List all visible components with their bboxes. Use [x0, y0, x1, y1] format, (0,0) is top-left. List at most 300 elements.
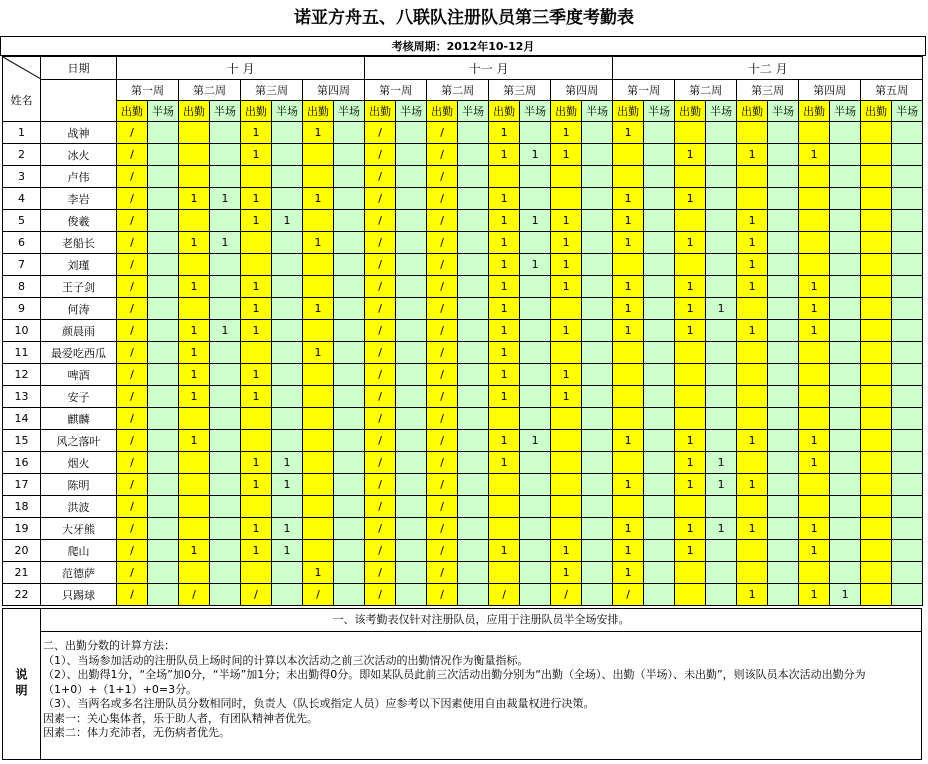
- half-cell: [148, 496, 179, 518]
- half-cell: [644, 122, 675, 144]
- half-cell: [892, 122, 923, 144]
- notes-line: （3）、当两名或多名注册队员分数相同时，负责人（队长或指定人员）应参考以下因素使用自由裁量权进行决策。: [43, 697, 595, 710]
- attend-cell: [303, 276, 334, 298]
- half-cell: [582, 342, 613, 364]
- half-cell: [458, 496, 489, 518]
- attend-cell: [551, 452, 582, 474]
- attend-cell: [861, 122, 892, 144]
- attend-cell: /: [365, 254, 396, 276]
- half-cell: [644, 584, 675, 606]
- attend-cell: 1: [799, 276, 830, 298]
- half-cell: [768, 386, 799, 408]
- attend-cell: [489, 474, 520, 496]
- attend-cell: [303, 320, 334, 342]
- attend-cell: [737, 342, 768, 364]
- half-cell: [396, 386, 427, 408]
- half-cell: [334, 166, 365, 188]
- attend-cell: [799, 166, 830, 188]
- attend-cell: /: [365, 496, 396, 518]
- half-cell: [582, 474, 613, 496]
- row-number: 22: [3, 584, 41, 606]
- table-row: [3, 188, 923, 210]
- attend-cell: [737, 408, 768, 430]
- half-cell: [582, 232, 613, 254]
- attend-cell: 1: [799, 584, 830, 606]
- attend-cell: [241, 166, 272, 188]
- half-header: 半场: [706, 101, 737, 122]
- half-cell: [272, 144, 303, 166]
- half-cell: [210, 166, 241, 188]
- attend-cell: 1: [489, 342, 520, 364]
- half-cell: [148, 364, 179, 386]
- half-cell: [892, 496, 923, 518]
- half-cell: [768, 254, 799, 276]
- attend-cell: [737, 452, 768, 474]
- attend-cell: /: [241, 584, 272, 606]
- notes-section: [2, 608, 922, 760]
- half-cell: [396, 298, 427, 320]
- half-cell: [334, 562, 365, 584]
- attend-cell: [241, 342, 272, 364]
- attend-cell: 1: [737, 232, 768, 254]
- row-number: 2: [3, 144, 41, 166]
- row-number: 8: [3, 276, 41, 298]
- half-cell: [644, 232, 675, 254]
- half-cell: [830, 276, 861, 298]
- attend-cell: /: [365, 232, 396, 254]
- half-cell: [148, 562, 179, 584]
- attend-cell: 1: [675, 144, 706, 166]
- half-cell: [458, 474, 489, 496]
- attend-cell: [737, 122, 768, 144]
- half-cell: [582, 540, 613, 562]
- half-header: 半场: [768, 101, 799, 122]
- half-cell: [768, 232, 799, 254]
- attend-cell: [613, 144, 644, 166]
- half-cell: [582, 122, 613, 144]
- half-cell: [644, 518, 675, 540]
- attend-cell: /: [117, 320, 148, 342]
- attend-header: 出勤: [613, 101, 644, 122]
- half-cell: [396, 122, 427, 144]
- half-cell: [706, 254, 737, 276]
- attend-cell: 1: [737, 320, 768, 342]
- notes-line: 因素二：体力充沛者，无伤病者优先。: [43, 726, 230, 739]
- attend-cell: 1: [489, 122, 520, 144]
- attend-cell: [861, 430, 892, 452]
- half-cell: [148, 408, 179, 430]
- member-name: 刘瑾: [41, 254, 117, 276]
- half-header: 半场: [520, 101, 551, 122]
- attend-cell: [675, 562, 706, 584]
- half-cell: [210, 474, 241, 496]
- member-name: 李岩: [41, 188, 117, 210]
- table-row: [3, 584, 923, 606]
- attend-cell: /: [489, 584, 520, 606]
- attend-cell: 1: [489, 364, 520, 386]
- half-header: 半场: [334, 101, 365, 122]
- attend-cell: [799, 386, 830, 408]
- half-cell: [520, 342, 551, 364]
- attend-cell: 1: [303, 298, 334, 320]
- attend-cell: /: [427, 122, 458, 144]
- attend-cell: [489, 496, 520, 518]
- attend-cell: [675, 386, 706, 408]
- attend-header: 出勤: [675, 101, 706, 122]
- half-cell: 1: [272, 518, 303, 540]
- half-cell: [148, 276, 179, 298]
- half-cell: [148, 386, 179, 408]
- half-cell: [830, 144, 861, 166]
- attend-cell: /: [427, 254, 458, 276]
- attend-cell: 1: [613, 540, 644, 562]
- attend-cell: /: [613, 584, 644, 606]
- row-number: 3: [3, 166, 41, 188]
- half-cell: [768, 298, 799, 320]
- attend-cell: 1: [613, 562, 644, 584]
- half-cell: [272, 122, 303, 144]
- attend-cell: 1: [613, 188, 644, 210]
- half-cell: [830, 320, 861, 342]
- half-cell: [396, 408, 427, 430]
- attend-cell: [861, 364, 892, 386]
- half-cell: [582, 144, 613, 166]
- half-cell: [148, 232, 179, 254]
- half-cell: [892, 540, 923, 562]
- month-header-row: [3, 57, 923, 80]
- attend-cell: [799, 408, 830, 430]
- half-cell: [706, 430, 737, 452]
- attend-cell: [799, 474, 830, 496]
- half-cell: 1: [520, 210, 551, 232]
- half-cell: [520, 386, 551, 408]
- attend-cell: /: [117, 540, 148, 562]
- table-row: [3, 342, 923, 364]
- half-cell: [520, 496, 551, 518]
- half-cell: [644, 452, 675, 474]
- attend-cell: 1: [179, 276, 210, 298]
- half-cell: [396, 496, 427, 518]
- member-name: 烟火: [41, 452, 117, 474]
- half-cell: [148, 122, 179, 144]
- half-cell: [272, 254, 303, 276]
- table-row: [3, 518, 923, 540]
- half-cell: [706, 342, 737, 364]
- attend-cell: [551, 298, 582, 320]
- attend-header: 出勤: [427, 101, 458, 122]
- half-cell: [396, 584, 427, 606]
- attend-cell: 1: [489, 144, 520, 166]
- half-cell: [272, 430, 303, 452]
- notes-line: 二、出勤分数的计算方法：: [43, 639, 175, 652]
- half-cell: [272, 386, 303, 408]
- half-cell: [830, 232, 861, 254]
- half-cell: [768, 408, 799, 430]
- half-cell: [830, 452, 861, 474]
- half-cell: [272, 298, 303, 320]
- status-header-row: [3, 101, 923, 122]
- half-cell: [334, 452, 365, 474]
- half-cell: 1: [520, 430, 551, 452]
- half-header: 半场: [210, 101, 241, 122]
- half-cell: [210, 496, 241, 518]
- attend-cell: 1: [241, 320, 272, 342]
- attend-cell: [303, 430, 334, 452]
- half-cell: [272, 232, 303, 254]
- attend-cell: [303, 474, 334, 496]
- half-cell: [706, 584, 737, 606]
- attend-cell: /: [427, 298, 458, 320]
- half-cell: [334, 364, 365, 386]
- attend-cell: 1: [179, 320, 210, 342]
- member-name: 战神: [41, 122, 117, 144]
- attend-cell: 1: [613, 474, 644, 496]
- attend-cell: [179, 496, 210, 518]
- half-cell: [768, 540, 799, 562]
- attend-cell: [861, 210, 892, 232]
- half-cell: [768, 452, 799, 474]
- member-name: 俊羲: [41, 210, 117, 232]
- attend-cell: /: [117, 166, 148, 188]
- week-header: 第三周: [489, 80, 551, 101]
- row-number: 4: [3, 188, 41, 210]
- attend-cell: /: [365, 540, 396, 562]
- attend-cell: 1: [179, 430, 210, 452]
- half-header: 半场: [892, 101, 923, 122]
- half-cell: [520, 232, 551, 254]
- row-number: 5: [3, 210, 41, 232]
- attend-cell: 1: [489, 232, 520, 254]
- half-cell: [892, 408, 923, 430]
- attend-cell: 1: [303, 188, 334, 210]
- row-number: 19: [3, 518, 41, 540]
- attend-cell: 1: [799, 144, 830, 166]
- half-cell: [830, 364, 861, 386]
- attend-cell: /: [179, 584, 210, 606]
- attend-cell: [303, 254, 334, 276]
- half-cell: [458, 386, 489, 408]
- attend-cell: [861, 584, 892, 606]
- half-cell: [396, 188, 427, 210]
- half-cell: [520, 562, 551, 584]
- half-cell: [210, 276, 241, 298]
- attend-cell: [303, 144, 334, 166]
- attend-cell: 1: [737, 518, 768, 540]
- table-row: [3, 254, 923, 276]
- week-header: 第一周: [365, 80, 427, 101]
- half-cell: [706, 122, 737, 144]
- attend-cell: 1: [241, 188, 272, 210]
- attend-cell: [179, 210, 210, 232]
- attend-cell: [303, 364, 334, 386]
- half-cell: [148, 298, 179, 320]
- half-cell: [768, 430, 799, 452]
- attend-cell: 1: [179, 364, 210, 386]
- attend-cell: [737, 364, 768, 386]
- half-cell: [830, 188, 861, 210]
- attend-cell: 1: [489, 430, 520, 452]
- attend-cell: 1: [489, 254, 520, 276]
- date-label: 日期: [41, 57, 117, 80]
- half-cell: [210, 364, 241, 386]
- attend-cell: [737, 496, 768, 518]
- attend-cell: [675, 122, 706, 144]
- half-cell: [644, 144, 675, 166]
- attend-cell: 1: [737, 474, 768, 496]
- half-cell: [892, 210, 923, 232]
- half-cell: [582, 518, 613, 540]
- attend-cell: [179, 298, 210, 320]
- attend-cell: [737, 386, 768, 408]
- attend-cell: 1: [737, 210, 768, 232]
- half-cell: [334, 276, 365, 298]
- attend-cell: /: [427, 584, 458, 606]
- half-cell: [458, 144, 489, 166]
- attend-cell: /: [117, 276, 148, 298]
- attend-cell: 1: [675, 232, 706, 254]
- attend-cell: [179, 254, 210, 276]
- attend-cell: [613, 254, 644, 276]
- attend-cell: [799, 210, 830, 232]
- week-header: 第二周: [427, 80, 489, 101]
- attend-cell: /: [427, 408, 458, 430]
- attend-cell: [861, 474, 892, 496]
- half-cell: [396, 276, 427, 298]
- attend-cell: [551, 342, 582, 364]
- half-cell: [396, 452, 427, 474]
- half-cell: [458, 122, 489, 144]
- attend-cell: /: [117, 364, 148, 386]
- attend-cell: [241, 562, 272, 584]
- half-cell: [644, 386, 675, 408]
- attend-cell: 1: [551, 232, 582, 254]
- half-cell: [582, 496, 613, 518]
- half-cell: [830, 430, 861, 452]
- attend-cell: [613, 386, 644, 408]
- member-name: 王子剑: [41, 276, 117, 298]
- attend-cell: 1: [551, 210, 582, 232]
- table-row: [3, 166, 923, 188]
- half-cell: [210, 298, 241, 320]
- attend-cell: [179, 452, 210, 474]
- attend-cell: [675, 166, 706, 188]
- half-cell: [334, 518, 365, 540]
- half-cell: [210, 144, 241, 166]
- attend-cell: /: [117, 562, 148, 584]
- attend-cell: [861, 166, 892, 188]
- half-cell: [644, 364, 675, 386]
- member-name: 安子: [41, 386, 117, 408]
- attend-cell: /: [427, 144, 458, 166]
- attend-cell: [241, 496, 272, 518]
- attend-header: 出勤: [489, 101, 520, 122]
- member-name: 大牙熊: [41, 518, 117, 540]
- half-cell: 1: [706, 298, 737, 320]
- half-cell: [210, 452, 241, 474]
- attend-cell: [303, 408, 334, 430]
- attend-cell: [303, 452, 334, 474]
- half-cell: [520, 276, 551, 298]
- attend-cell: [241, 408, 272, 430]
- attend-cell: /: [117, 298, 148, 320]
- half-cell: [644, 408, 675, 430]
- attend-cell: /: [427, 232, 458, 254]
- attend-cell: 1: [675, 276, 706, 298]
- table-row: [3, 562, 923, 584]
- attend-cell: [489, 166, 520, 188]
- half-cell: [768, 518, 799, 540]
- attend-cell: 1: [799, 540, 830, 562]
- half-cell: [396, 166, 427, 188]
- attend-cell: [551, 166, 582, 188]
- half-cell: [768, 144, 799, 166]
- attend-cell: 1: [737, 254, 768, 276]
- attend-cell: [799, 364, 830, 386]
- attend-cell: [737, 298, 768, 320]
- week-header: 第四周: [303, 80, 365, 101]
- attend-cell: 1: [241, 386, 272, 408]
- attend-cell: [179, 166, 210, 188]
- half-cell: [706, 210, 737, 232]
- attend-cell: 1: [551, 364, 582, 386]
- half-cell: [768, 210, 799, 232]
- notes-line: （2）、出勤得1分，“全场”加0分，“半场”加1分；未出勤得0分。即如某队员此前三次活动出勤分别为“出勤（全场）、出勤（半场）、未出勤”，则该队员本次活动出勤分为（1+0）+（1+1）+0=3分。: [43, 668, 866, 696]
- attend-cell: /: [365, 210, 396, 232]
- corner-cell: [3, 57, 41, 80]
- attend-cell: [675, 210, 706, 232]
- half-cell: [210, 518, 241, 540]
- half-cell: [458, 210, 489, 232]
- attend-cell: [799, 342, 830, 364]
- table-row: [3, 430, 923, 452]
- attend-cell: /: [365, 276, 396, 298]
- half-cell: [520, 320, 551, 342]
- attend-cell: /: [427, 540, 458, 562]
- attend-cell: /: [427, 386, 458, 408]
- half-cell: [396, 430, 427, 452]
- attend-cell: [861, 298, 892, 320]
- attend-cell: 1: [613, 430, 644, 452]
- half-cell: [396, 540, 427, 562]
- attend-cell: [861, 408, 892, 430]
- half-cell: [272, 342, 303, 364]
- half-cell: [830, 122, 861, 144]
- half-cell: [396, 232, 427, 254]
- member-name: 老船长: [41, 232, 117, 254]
- half-cell: [892, 518, 923, 540]
- attend-cell: /: [117, 584, 148, 606]
- attend-cell: 1: [675, 452, 706, 474]
- half-cell: [210, 584, 241, 606]
- table-row: [3, 210, 923, 232]
- attend-cell: [613, 364, 644, 386]
- attend-header: 出勤: [117, 101, 148, 122]
- half-cell: [768, 562, 799, 584]
- half-cell: [582, 298, 613, 320]
- half-cell: [148, 342, 179, 364]
- half-cell: 1: [272, 474, 303, 496]
- table-row: [3, 496, 923, 518]
- half-header: 半场: [272, 101, 303, 122]
- half-cell: [210, 408, 241, 430]
- member-name: 只踢球: [41, 584, 117, 606]
- half-cell: [334, 584, 365, 606]
- attend-cell: 1: [303, 342, 334, 364]
- half-cell: [272, 562, 303, 584]
- half-cell: [458, 298, 489, 320]
- attend-cell: [861, 562, 892, 584]
- attend-cell: /: [427, 320, 458, 342]
